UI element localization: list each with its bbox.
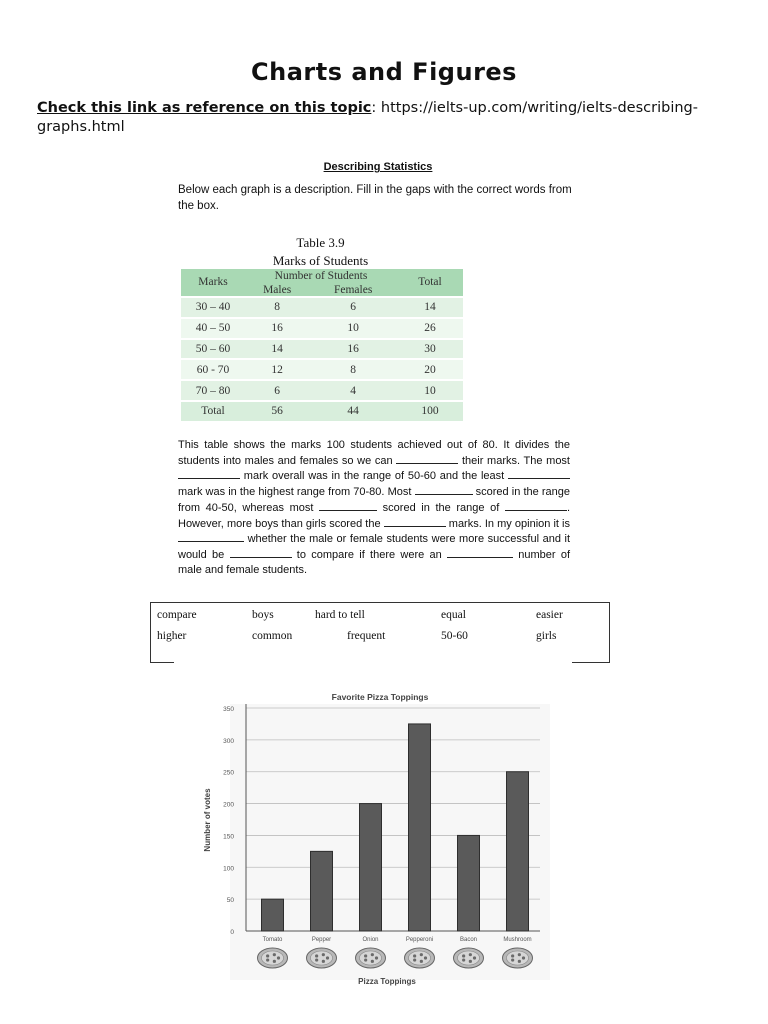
cell-total: 10 (397, 380, 463, 401)
pizza-chart (190, 688, 560, 998)
header-number-of-students: Number of Students (245, 269, 397, 283)
chart-ytick-label: 200 (223, 801, 234, 809)
cell-total: 26 (397, 318, 463, 339)
cell-males: 14 (245, 339, 309, 360)
cell-total: 30 (397, 339, 463, 360)
chart-xtick-label: Pepper (311, 937, 332, 943)
pizza-topping-icon (262, 951, 284, 965)
chart-ytick-label: 150 (223, 833, 234, 841)
paragraph-text: scored in the range from 40-50, whereas most (178, 486, 570, 514)
topping-dot-icon (518, 960, 521, 963)
paragraph-text: . However, more boys than girls scored the (178, 501, 570, 530)
cell-females: 10 (309, 318, 397, 339)
table-row (181, 380, 463, 401)
cell-females: 16 (309, 339, 397, 360)
paragraph-text: marks. In my opinion it is (445, 517, 570, 530)
paragraph-text: number of male and female students. (178, 548, 571, 576)
marks-table (181, 269, 463, 421)
chart-ytick-label: 300 (223, 737, 234, 745)
pizza-topping-icon (311, 951, 333, 965)
chart-xtick-label: Mushroom (503, 937, 532, 943)
cell-males: 56 (245, 401, 309, 421)
topping-dot-icon (420, 960, 423, 963)
chart-ytick-label: 250 (223, 769, 234, 777)
chart-bar (311, 851, 333, 931)
pizza-topping-icon (507, 951, 529, 965)
gap-blank[interactable] (505, 500, 567, 511)
topping-dot-icon (518, 953, 521, 956)
chart-xtick-label: Tomato (262, 937, 283, 943)
worksheet-heading: Describing Statistics (323, 161, 433, 173)
paragraph-text: their marks. The most (458, 454, 570, 467)
table-row (181, 359, 463, 380)
topping-dot-icon (273, 960, 276, 963)
topping-dot-icon (315, 958, 318, 961)
word-box (150, 602, 610, 663)
chart-title: Favorite Pizza Toppings (331, 692, 429, 702)
chart-ytick-label: 100 (223, 865, 234, 873)
chart-xlabel: Pizza Toppings (358, 977, 416, 986)
table-caption-title: Marks of Students (272, 253, 369, 268)
word-box-item: frequent (347, 630, 386, 642)
topping-dot-icon (326, 956, 329, 959)
table-row (181, 318, 463, 339)
topping-dot-icon (273, 953, 276, 956)
table-total-row (181, 401, 463, 421)
header-marks: Marks (181, 269, 245, 297)
gap-blank[interactable] (178, 531, 244, 542)
chart-bar (409, 724, 431, 931)
chart-bar (507, 772, 529, 931)
header-total: Total (397, 269, 463, 297)
table-caption-number: Table 3.9 (296, 235, 345, 250)
reference-url-link[interactable]: https://ielts-up.com/writing/ielts-describing-graphs.html (37, 100, 698, 135)
topping-dot-icon (462, 954, 465, 957)
reference-separator: : (371, 100, 381, 116)
word-box-item: boys (252, 609, 274, 621)
header-females: Females (309, 283, 397, 297)
word-box-border (572, 662, 610, 663)
reference-label: Check this link as reference on this topic (37, 100, 372, 116)
topping-dot-icon (266, 954, 269, 957)
topping-dot-icon (364, 954, 367, 957)
pizza-topping-icon (458, 951, 480, 965)
cell-marks: 30 – 40 (181, 297, 245, 318)
cell-females: 4 (309, 380, 397, 401)
cell-marks: 40 – 50 (181, 318, 245, 339)
chart-ytick-label: 350 (223, 706, 234, 713)
topping-dot-icon (462, 958, 465, 961)
word-box-item: girls (536, 630, 557, 642)
word-box-item: 50-60 (441, 630, 468, 642)
chart-ytick-label: 0 (230, 929, 234, 936)
chart-ylabel: Number of votes (203, 788, 212, 852)
cell-males: 8 (245, 297, 309, 318)
word-box-item: common (252, 630, 293, 642)
cell-males: 16 (245, 318, 309, 339)
chart-xtick-label: Onion (362, 937, 379, 943)
topping-dot-icon (413, 958, 416, 961)
table-row (181, 339, 463, 360)
word-box-item: equal (441, 609, 466, 621)
word-box-border (150, 662, 174, 663)
worksheet-instruction: Below each graph is a description. Fill in the gaps with the correct words from the box. (178, 184, 572, 212)
topping-dot-icon (322, 960, 325, 963)
topping-dot-icon (364, 958, 367, 961)
topping-dot-icon (469, 953, 472, 956)
gap-blank[interactable] (508, 468, 570, 479)
topping-dot-icon (424, 956, 427, 959)
gap-blank[interactable] (447, 547, 513, 558)
gap-blank[interactable] (319, 500, 377, 511)
cell-females: 6 (309, 297, 397, 318)
chart-bar (360, 804, 382, 931)
paragraph-text: scored in the range of (377, 501, 505, 514)
topping-dot-icon (322, 953, 325, 956)
cell-marks: 60 - 70 (181, 359, 245, 380)
paragraph-text: mark was in the highest range from 70-80. Most (178, 486, 415, 499)
cell-total: 100 (397, 401, 463, 421)
page-title: Charts and Figures (251, 58, 517, 86)
topping-dot-icon (371, 960, 374, 963)
reference-line (37, 99, 737, 137)
chart-bar (262, 899, 284, 931)
paragraph-text: whether the male or female students were more successful and it would be (178, 533, 570, 561)
topping-dot-icon (375, 956, 378, 959)
word-box-item: higher (157, 630, 187, 642)
topping-dot-icon (522, 956, 525, 959)
chart-ytick-label: 50 (226, 897, 234, 905)
pizza-topping-icon (409, 951, 431, 965)
topping-dot-icon (277, 956, 280, 959)
table-row (181, 297, 463, 318)
word-box-item: easier (536, 609, 563, 621)
cell-marks: Total (181, 401, 245, 421)
cell-total: 20 (397, 359, 463, 380)
gap-blank[interactable] (384, 516, 446, 527)
cell-total: 14 (397, 297, 463, 318)
pizza-chart-svg (190, 688, 560, 998)
word-box-item: hard to tell (315, 609, 365, 621)
gap-blank[interactable] (178, 468, 240, 479)
paragraph-text: This table shows the marks 100 students achieved out of 80. It divides the students into males and females so we can (178, 439, 570, 467)
paragraph-text: mark overall was in the range of 50-60 and the least (240, 470, 508, 483)
topping-dot-icon (413, 954, 416, 957)
chart-xtick-label: Bacon (459, 937, 478, 943)
chart-xtick-label: Pepperoni (405, 937, 434, 943)
gap-fill-paragraph (178, 438, 570, 577)
paragraph-text: to compare if there were an (291, 548, 447, 561)
word-box-item: compare (157, 609, 197, 621)
header-males: Males (245, 283, 309, 297)
topping-dot-icon (266, 958, 269, 961)
cell-females: 44 (309, 401, 397, 421)
topping-dot-icon (371, 953, 374, 956)
pizza-topping-icon (360, 951, 382, 965)
chart-bar (458, 835, 480, 931)
gap-blank[interactable] (230, 547, 292, 558)
cell-females: 8 (309, 359, 397, 380)
topping-dot-icon (511, 958, 514, 961)
cell-marks: 70 – 80 (181, 380, 245, 401)
cell-males: 6 (245, 380, 309, 401)
gap-blank[interactable] (396, 453, 458, 464)
cell-marks: 50 – 60 (181, 339, 245, 360)
topping-dot-icon (315, 954, 318, 957)
topping-dot-icon (420, 953, 423, 956)
topping-dot-icon (473, 956, 476, 959)
topping-dot-icon (511, 954, 514, 957)
gap-blank[interactable] (415, 484, 473, 495)
topping-dot-icon (469, 960, 472, 963)
cell-males: 12 (245, 359, 309, 380)
